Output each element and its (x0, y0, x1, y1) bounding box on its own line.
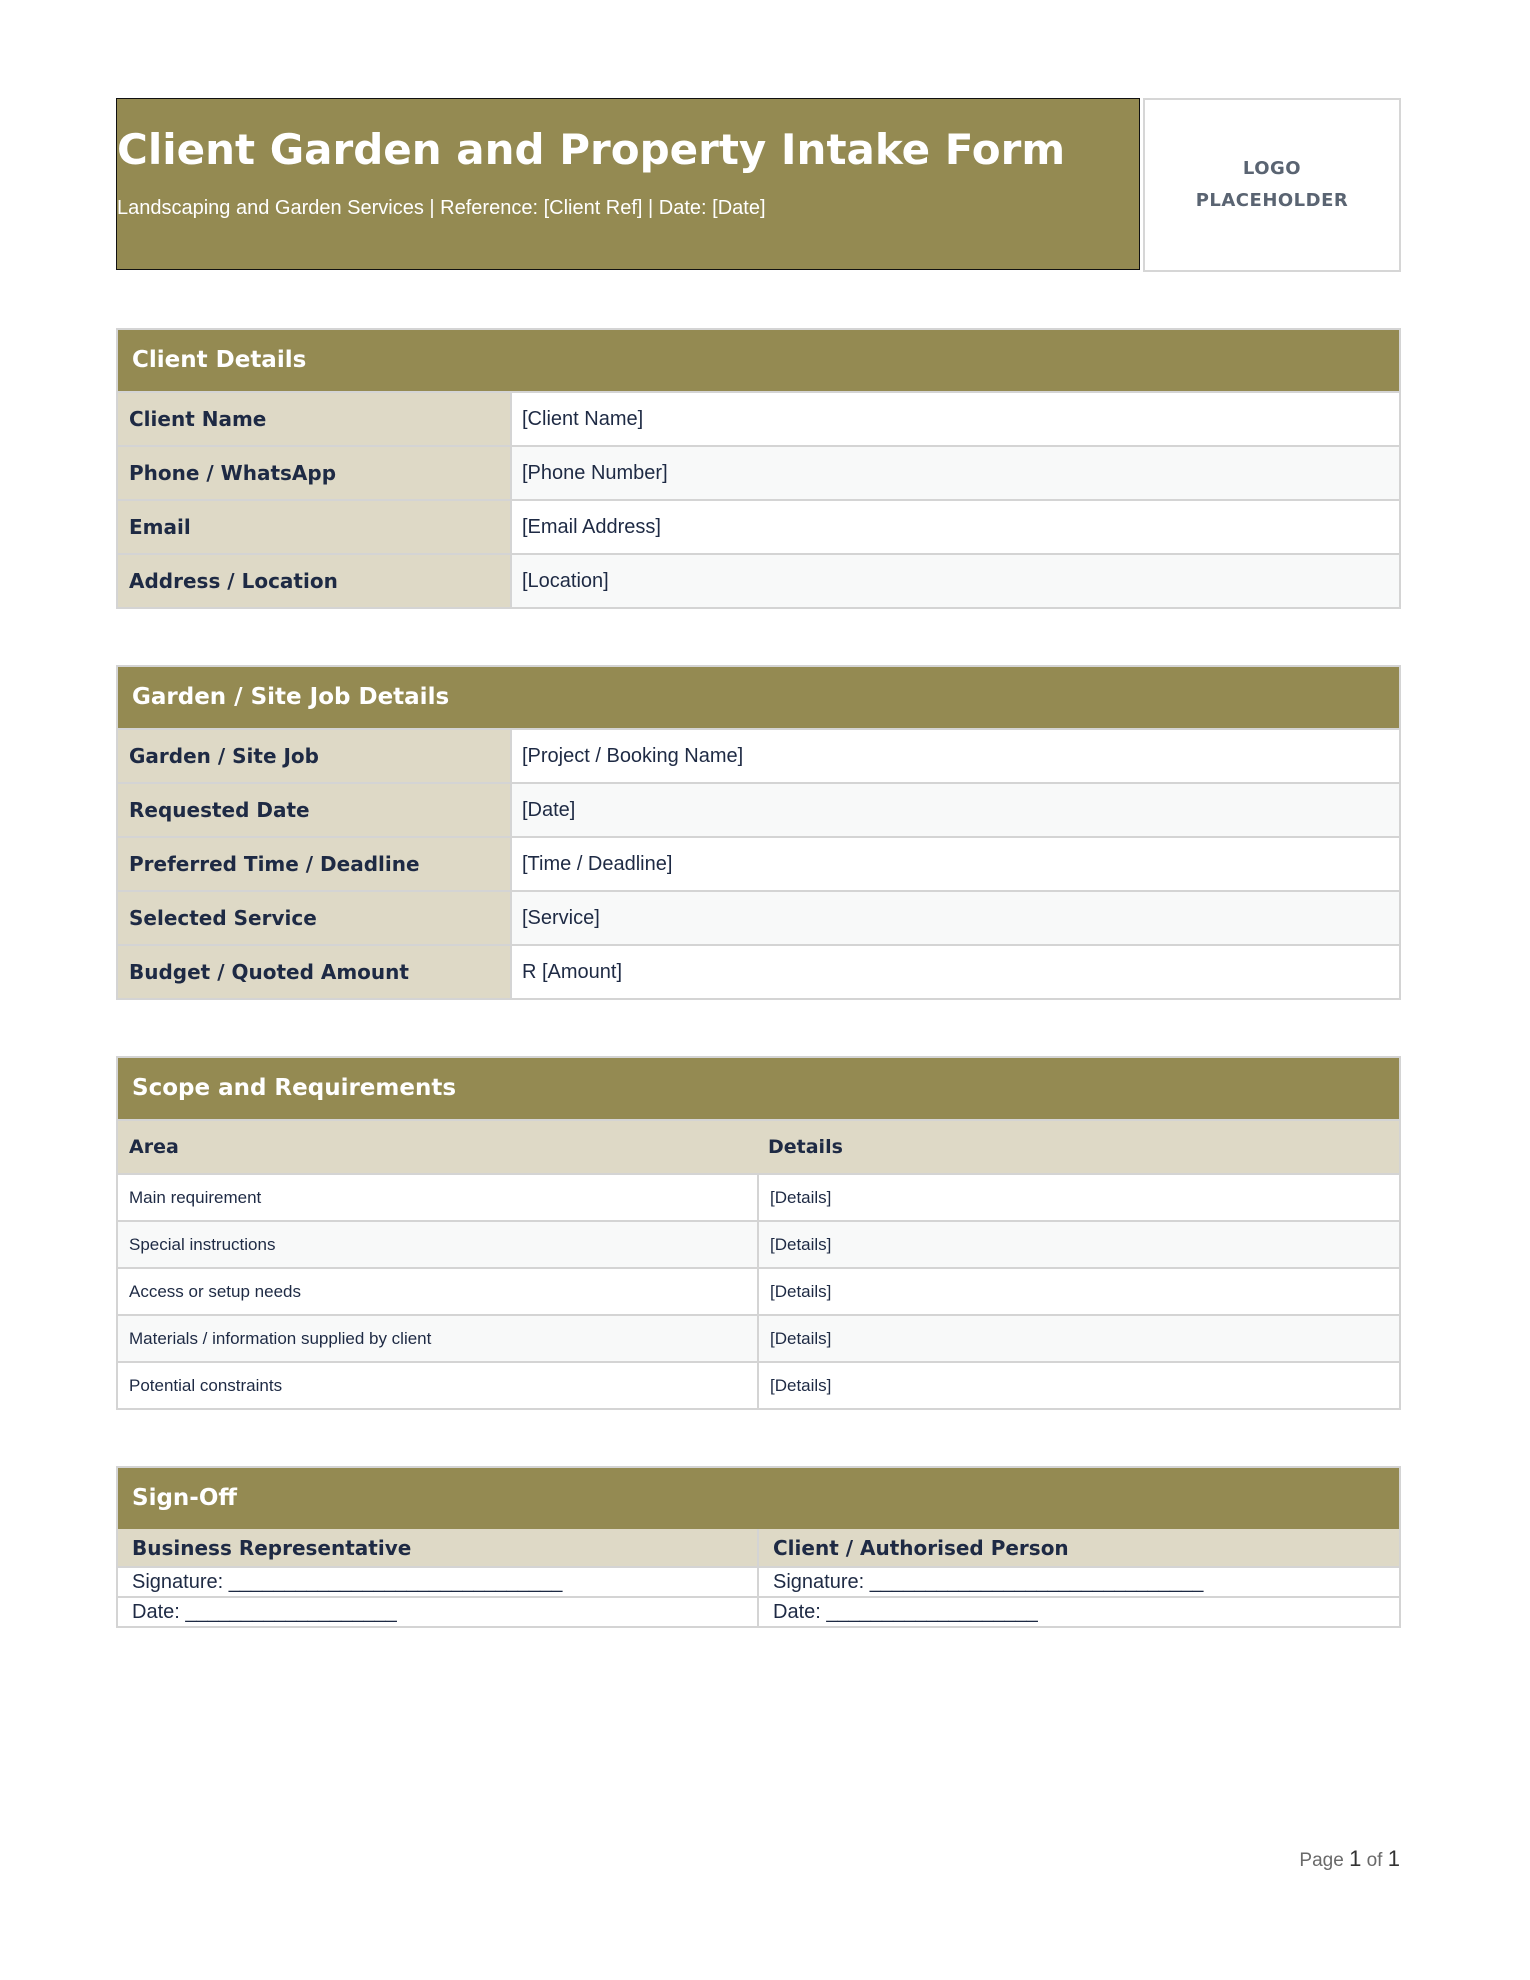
details-cell[interactable]: [Details] (757, 1222, 1399, 1267)
title-banner (116, 98, 1140, 270)
table-row (118, 1267, 1399, 1314)
signoff-header (118, 1529, 1399, 1566)
table-row (118, 1314, 1399, 1361)
logo-placeholder (1143, 98, 1401, 272)
of-word: of (1366, 1850, 1383, 1871)
page-word: Page (1299, 1850, 1344, 1871)
field-label: Requested Date (118, 784, 510, 836)
field-label: Selected Service (118, 892, 510, 944)
service-field[interactable]: [Service] (510, 892, 1399, 944)
requested-date-field[interactable]: [Date] (510, 784, 1399, 836)
section-title: Scope and Requirements (118, 1058, 1399, 1119)
business-signature-field[interactable]: Signature: ______________________________ (132, 1570, 563, 1593)
section-title: Garden / Site Job Details (118, 667, 1399, 728)
client-details-section (116, 328, 1401, 609)
client-date-field[interactable]: Date: ___________________ (757, 1598, 1399, 1626)
field-label: Client Name (118, 393, 510, 445)
area-cell: Main requirement (129, 1187, 262, 1207)
logo-line-2: PLACEHOLDER (1195, 190, 1349, 211)
area-cell: Materials / information supplied by client (129, 1328, 432, 1348)
field-label: Email (118, 501, 510, 553)
area-cell: Special instructions (129, 1234, 276, 1254)
phone-field[interactable]: [Phone Number] (510, 447, 1399, 499)
area-cell: Potential constraints (129, 1375, 283, 1395)
details-cell[interactable]: [Details] (757, 1363, 1399, 1408)
client-heading: Client / Authorised Person (757, 1529, 1399, 1566)
signoff-section (116, 1466, 1401, 1628)
table-row (118, 944, 1399, 998)
email-field[interactable]: [Email Address] (510, 501, 1399, 553)
scope-section (116, 1056, 1401, 1410)
column-header-details: Details (768, 1136, 843, 1158)
table-row (118, 1361, 1399, 1408)
section-title: Sign-Off (118, 1468, 1399, 1529)
current-page: 1 (1349, 1846, 1362, 1871)
table-header (118, 1119, 1399, 1173)
date-row (118, 1596, 1399, 1626)
table-row (118, 782, 1399, 836)
intake-form-page (116, 98, 1401, 1628)
table-row (118, 890, 1399, 944)
total-pages: 1 (1387, 1846, 1400, 1871)
table-row (118, 836, 1399, 890)
table-row (118, 445, 1399, 499)
signature-row (118, 1566, 1399, 1596)
table-row (118, 391, 1399, 445)
table-row (118, 1220, 1399, 1267)
details-cell[interactable]: [Details] (757, 1316, 1399, 1361)
field-label: Preferred Time / Deadline (118, 838, 510, 890)
page-number (1299, 1846, 1400, 1872)
area-cell: Access or setup needs (129, 1281, 301, 1301)
client-name-field[interactable]: [Client Name] (510, 393, 1399, 445)
address-field[interactable]: [Location] (510, 555, 1399, 607)
section-title: Client Details (118, 330, 1399, 391)
details-cell[interactable]: [Details] (757, 1269, 1399, 1314)
table-row (118, 553, 1399, 607)
table-row (118, 728, 1399, 782)
form-title: Client Garden and Property Intake Form (117, 125, 1066, 174)
table-row (118, 499, 1399, 553)
job-details-section (116, 665, 1401, 1000)
field-label: Address / Location (118, 555, 510, 607)
field-label: Phone / WhatsApp (118, 447, 510, 499)
form-subtitle: Landscaping and Garden Services | Reference: [Client Ref] | Date: [Date] (117, 197, 766, 219)
form-header (116, 98, 1401, 272)
column-header-area: Area (129, 1136, 179, 1158)
details-cell[interactable]: [Details] (757, 1175, 1399, 1220)
budget-field[interactable]: R [Amount] (510, 946, 1399, 998)
job-name-field[interactable]: [Project / Booking Name] (510, 730, 1399, 782)
field-label: Budget / Quoted Amount (118, 946, 510, 998)
client-signature-field[interactable]: Signature: ______________________________ (757, 1568, 1399, 1596)
table-row (118, 1173, 1399, 1220)
logo-line-1: LOGO (1242, 158, 1302, 179)
field-label: Garden / Site Job (118, 730, 510, 782)
business-date-field[interactable]: Date: ___________________ (132, 1600, 397, 1623)
deadline-field[interactable]: [Time / Deadline] (510, 838, 1399, 890)
business-rep-heading: Business Representative (132, 1535, 412, 1560)
